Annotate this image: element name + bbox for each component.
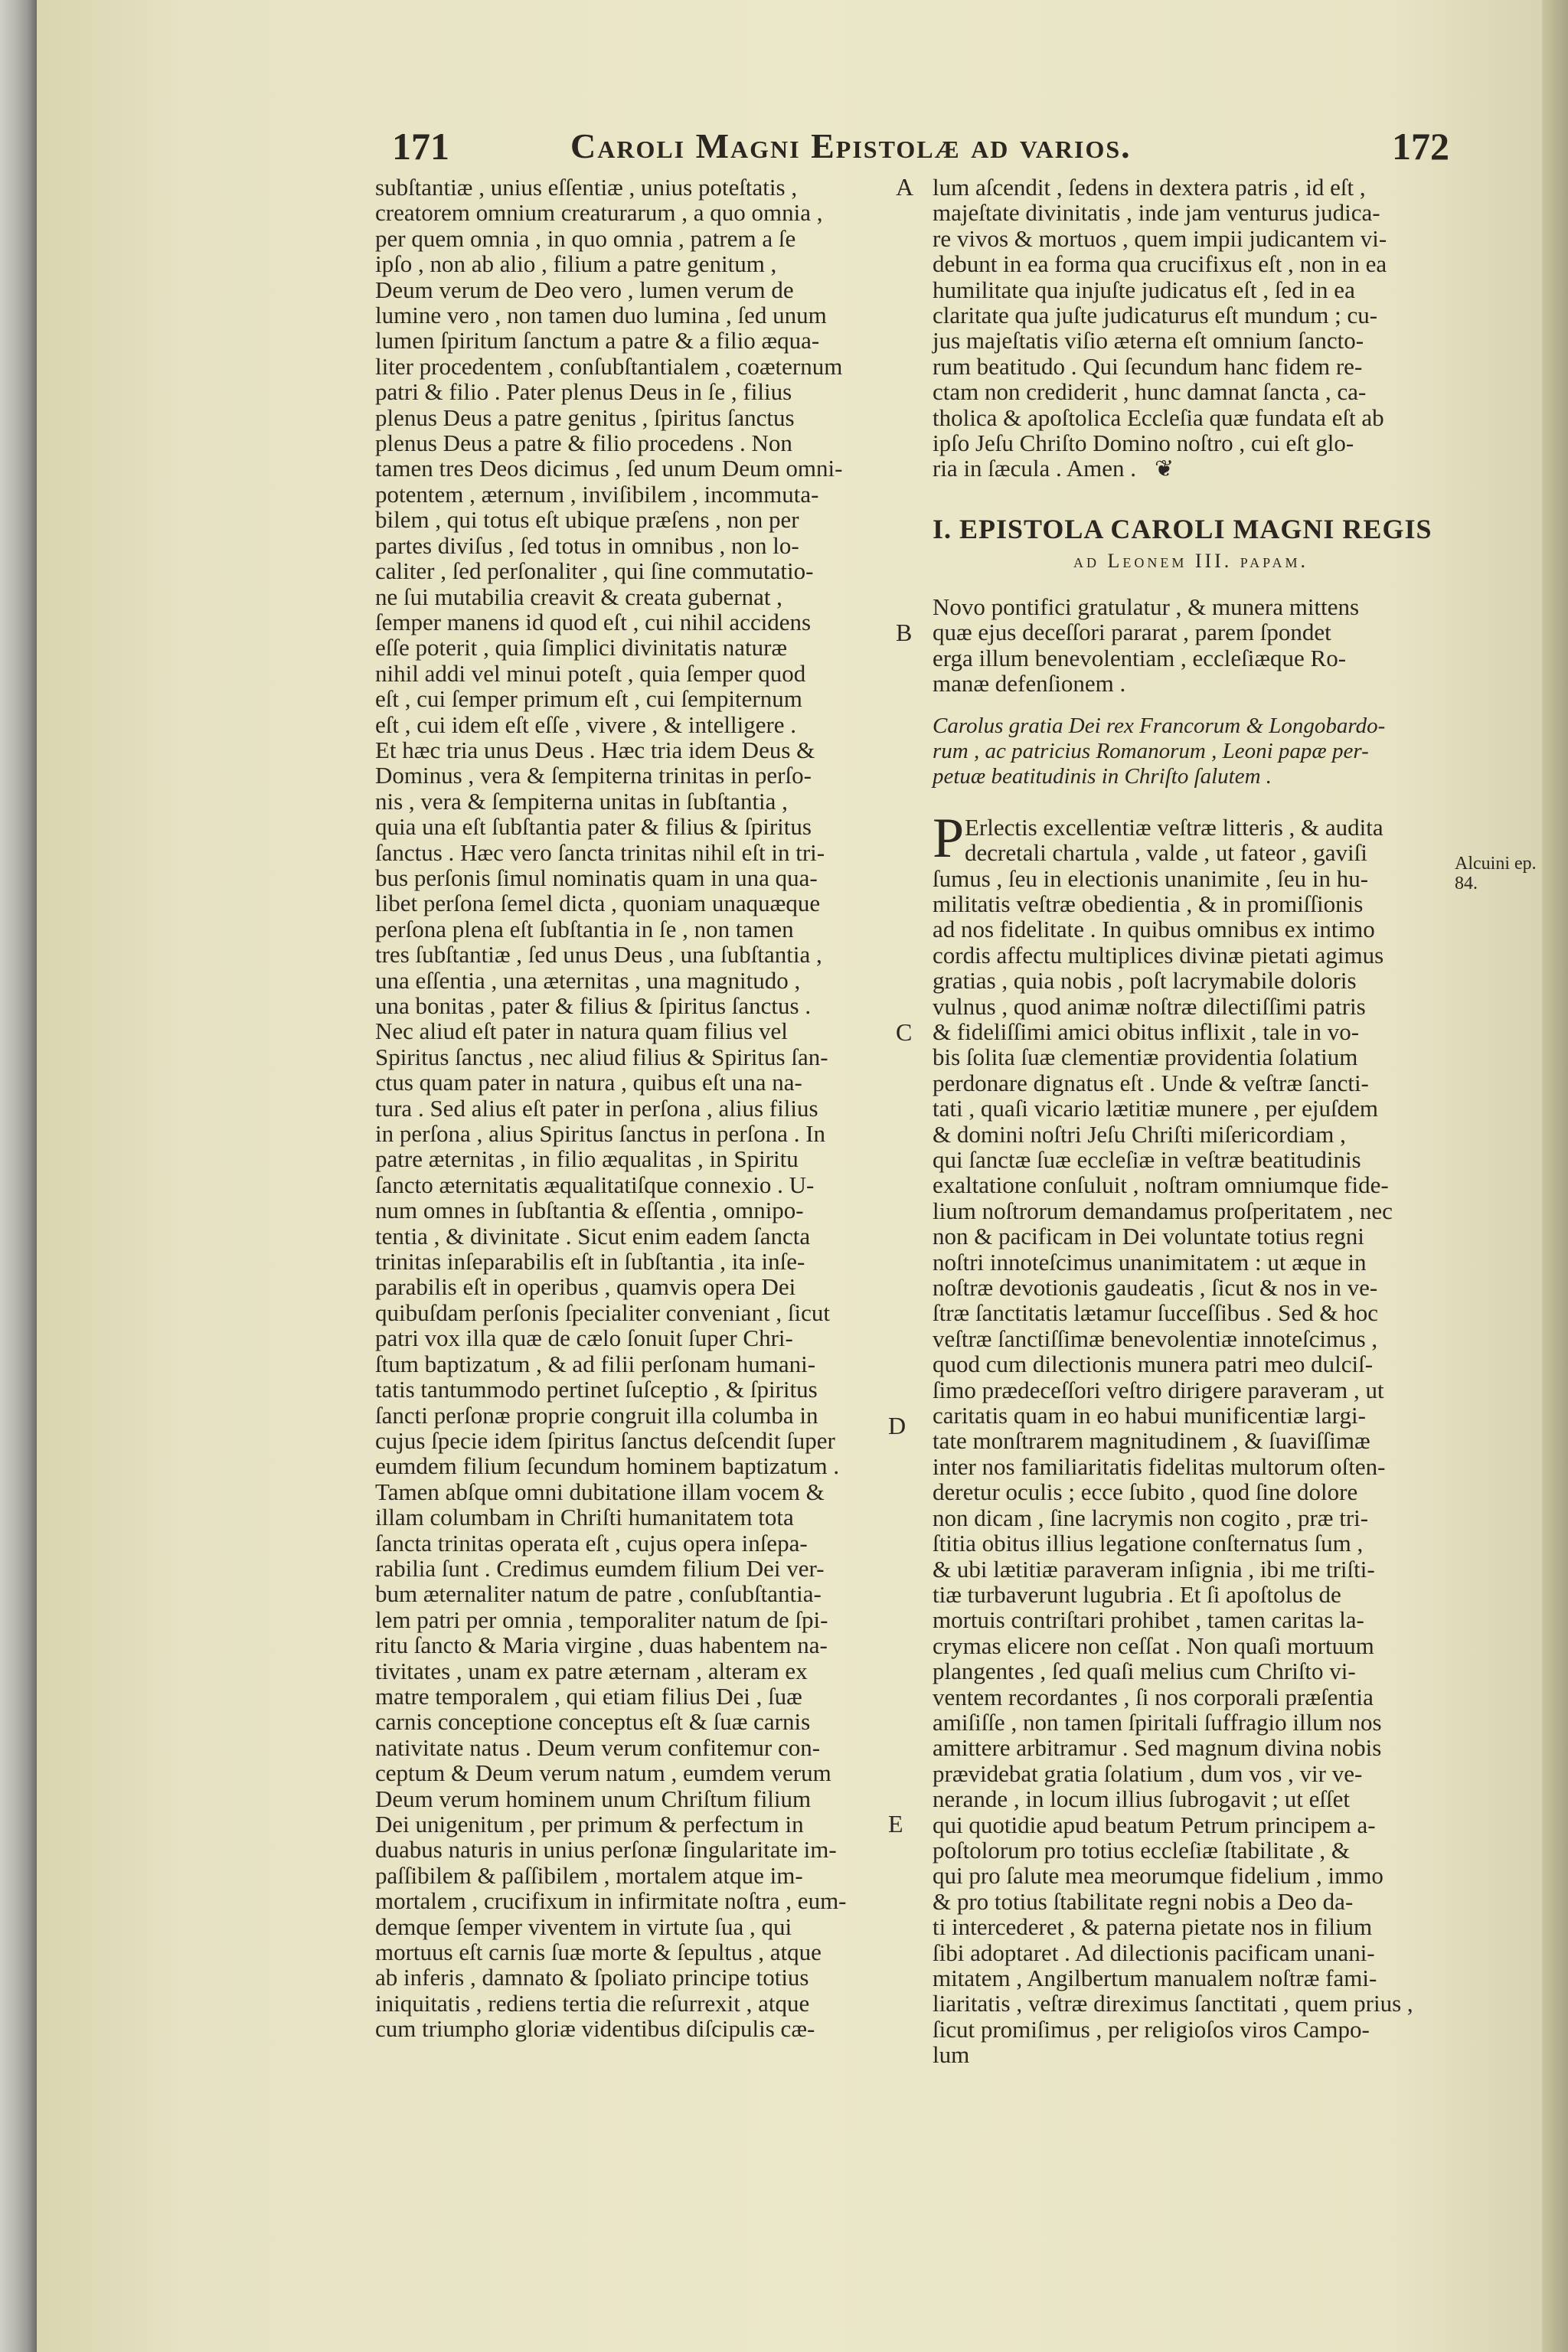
- text-line: tholica & apoſtolica Eccleſia quæ fundata eſt ab: [933, 403, 1384, 431]
- text-line: eumdem filium ſecundum hominem baptizatum .: [375, 1452, 840, 1480]
- left-column: [375, 175, 903, 2042]
- text-line: tate monſtrarem magnitudinem , & ſuaviſſimæ: [933, 1427, 1370, 1455]
- text-line: tatis tantummodo pertinet ſuſceptio , & ſpiritus: [375, 1376, 818, 1403]
- text-line: patri vox illa quæ de cælo ſonuit ſuper Chri-: [375, 1325, 793, 1352]
- text-line: qui ſanctæ ſuæ eccleſiæ in veſtræ beatitudinis: [933, 1146, 1361, 1173]
- text-line: illam columbam in Chriſti humanitatem tota: [375, 1504, 794, 1531]
- text-line: mortalem , crucifixum in infirmitate noſtra , eum-: [375, 1887, 847, 1915]
- text-line: cujus ſpecie idem ſpiritus ſanctus deſcendit ſuper: [375, 1426, 835, 1454]
- text-line: lumine vero , non tamen duo lumina , ſed unum: [375, 302, 827, 329]
- text-line: qui pro ſalute mea meorumque fidelium , immo: [933, 1862, 1383, 1890]
- margin-letter-e: E: [888, 1810, 903, 1838]
- text-line: & domini noſtri Jeſu Chriſti miſericordiam ,: [933, 1120, 1346, 1148]
- text-line: una eſſentia , una æternitas , una magnitudo ,: [375, 966, 801, 994]
- text-line: paſſibilem & paſſibilem , mortalem atque im-: [375, 1861, 803, 1889]
- text-line: quæ ejus deceſſori pararat , parem ſpondet: [933, 619, 1331, 646]
- text-line: rum , ac patricius Romanorum , Leoni papæ per-: [933, 738, 1369, 763]
- text-line: Deum verum hominem unum Chriſtum filium: [375, 1785, 812, 1812]
- text-line: tres ſubſtantiæ , ſed unus Deus , una ſubſtantia ,: [375, 941, 822, 969]
- text-line: ſancti perſonæ proprie congruit illa columba in: [375, 1401, 818, 1429]
- text-line: exaltatione conſuluit , noſtram omniumque fide-: [933, 1171, 1389, 1199]
- text-line: Dei unigenitum , per primum & perfectum in: [375, 1811, 804, 1838]
- text-line: Et hæc tria unus Deus . Hæc tria idem Deus &: [375, 736, 815, 763]
- text-line: humilitate qua injuſte judicatus eſt , ſed in ea: [933, 276, 1355, 303]
- text-line: plangentes , ſed quaſi melius cum Chriſto vi-: [933, 1658, 1356, 1685]
- right-column: [933, 175, 1449, 2068]
- text-line: ſemper manens id quod eſt , cui nihil accidens: [375, 608, 812, 635]
- text-line: petuæ beatitudinis in Chriſto ſalutem .: [933, 764, 1272, 789]
- text-line: lem patri per omnia , temporaliter natum de ſpi-: [375, 1606, 828, 1633]
- text-line: manæ defenſionem .: [933, 670, 1126, 697]
- text-line: liter procedentem , conſubſtantialem , coæternum: [375, 352, 843, 380]
- text-line: ſancta trinitas operata eſt , cujus opera inſepa-: [375, 1529, 808, 1557]
- text-line: Spiritus ſanctus , nec aliud filius & Spiritus ſan-: [375, 1043, 828, 1070]
- text-line: per quem omnia , in quo omnia , patrem a ſe: [375, 224, 796, 252]
- text-line: veſtræ ſanctiſſimæ benevolentiæ innoteſcimus ,: [933, 1325, 1378, 1352]
- text-line: deretur oculis ; ecce ſubito , quod ſine dolore: [933, 1478, 1358, 1506]
- text-line: erga illum benevolentiam , eccleſiæque Ro-: [933, 644, 1347, 671]
- text-line: ipſo , non ab alio , filium a patre genitum ,: [375, 250, 777, 278]
- margin-note-line: Alcuini ep.: [1455, 854, 1537, 874]
- text-line: cordis affectu multiplices divinæ pietati agimus: [933, 941, 1384, 969]
- text-line: ceptum & Deum verum natum , eumdem verum: [375, 1759, 831, 1787]
- text-line: perſona plena eſt ſubſtantia in ſe , non tamen: [375, 915, 794, 942]
- text-line: potentem , æternum , inviſibilem , incommuta-: [375, 480, 819, 508]
- text-line: majeſtate divinitatis , inde jam venturus judica-: [933, 199, 1380, 227]
- text-line: patri & filio . Pater plenus Deus in ſe , filius: [375, 378, 792, 406]
- text-line: qui quotidie apud beatum Petrum principem a-: [933, 1811, 1376, 1838]
- text-line: ſicut promiſimus , per religioſos viros Campo-: [933, 2015, 1370, 2043]
- text-line: tivitates , unam ex patre æternam , alteram ex: [375, 1657, 808, 1684]
- text-line: ctam non crediderit , hunc damnat ſancta , ca-: [933, 378, 1367, 406]
- text-line: ne ſui mutabilia creavit & creata gubernat ,: [375, 583, 782, 610]
- epistle-body: [933, 806, 1449, 2069]
- text-line: tiæ turbaverunt lugubria . Et ſi apoſtolus de: [933, 1580, 1341, 1608]
- text-line: & pro totius ſtabilitate regni nobis a Deo da-: [933, 1887, 1354, 1915]
- text-line: eſſe poterit , quia ſimplici divinitatis naturæ: [375, 634, 788, 662]
- text-line: caliter , ſed perſonaliter , qui ſine commutatio-: [375, 557, 814, 585]
- text-line: quod cum dilectionis munera patri meo dulciſ-: [933, 1351, 1374, 1378]
- fleuron-icon: ❦: [1155, 456, 1174, 482]
- margin-letter-d: D: [888, 1412, 906, 1439]
- page-number-right: 172: [1392, 125, 1449, 168]
- margin-letter-c: C: [896, 1018, 913, 1046]
- intro-text: [933, 175, 1449, 482]
- text-line: & fideliſſimi amici obitus inflixit , tale in vo-: [933, 1018, 1360, 1045]
- text-line: ritu ſancto & Maria virgine , duas habentem na-: [375, 1632, 828, 1659]
- text-line: nativitate natus . Deum verum confitemur con-: [375, 1733, 821, 1761]
- text-line: ſtum baptizatum , & ad filii perſonam humani-: [375, 1350, 816, 1377]
- text-line: num omnes in ſubſtantia & eſſentia , omnipo-: [375, 1197, 804, 1224]
- epistle-summary: [933, 594, 1449, 697]
- text-line: ſtræ ſanctitatis lætamur ſucceſſibus . Sed & hoc: [933, 1299, 1379, 1327]
- text-line: tura . Sed alius eſt pater in perſona , alius filius: [375, 1094, 818, 1122]
- text-line: rum beatitudo . Qui ſecundum hanc fidem re-: [933, 352, 1363, 380]
- text-line: rabilia ſunt . Credimus eumdem filium Dei ver-: [375, 1554, 825, 1582]
- text-line: creatorem omnium creaturarum , a quo omnia ,: [375, 199, 823, 227]
- text-line: ſanctus . Hæc vero ſancta trinitas nihil eſt in tri-: [375, 838, 825, 866]
- text-line: lium noſtrorum demandamus proſperitatem , nec: [933, 1197, 1393, 1224]
- text-line: claritate qua juſte judicaturus eſt mundum ; cu-: [933, 302, 1378, 329]
- text-line: ctus quam pater in natura , quibus eſt una na-: [375, 1069, 802, 1096]
- text-line: bum æternaliter natum de patre , conſubſtantia-: [375, 1580, 822, 1608]
- text-line: carnis conceptione conceptus eſt & ſuæ carnis: [375, 1708, 811, 1736]
- text-line: gratias , quia nobis , poſt lacrymabile doloris: [933, 967, 1357, 995]
- text-line: ab inferis , damnato & ſpoliato principe totius: [375, 1964, 809, 1991]
- text-line: ſancto æternitatis æqualitatiſque connexio . U-: [375, 1171, 815, 1198]
- text-line: re vivos & mortuos , quem impii judicantem vi-: [933, 224, 1387, 252]
- text-line: nis , vera & ſempiterna unitas in ſubſtantia ,: [375, 787, 788, 815]
- text-line: una bonitas , pater & filius & ſpiritus ſanctus .: [375, 992, 812, 1019]
- text-line: lumen ſpiritum ſanctum a patre & a filio æqua-: [375, 327, 820, 354]
- text-line: mitatem , Angilbertum manualem noſtræ fami-: [933, 1965, 1377, 1991]
- text-line: Tamen abſque omni dubitatione illam vocem &: [375, 1478, 825, 1505]
- text-line: Dominus , vera & ſempiterna trinitas in perſo-: [375, 762, 812, 789]
- text-line: ti intercederet , & paterna pietate nos in filium: [933, 1913, 1373, 1941]
- text-line: non dicam , ſine lacrymis non cogito , præ tri-: [933, 1504, 1369, 1531]
- text-line: matre temporalem , qui etiam filius Dei , ſuæ: [375, 1682, 802, 1710]
- text-line: & ubi lætitiæ paraveram inſignia , ibi me triſti-: [933, 1555, 1375, 1583]
- text-line: subſtantiæ , unius eſſentiæ , unius poteſtatis ,: [375, 174, 798, 201]
- text-line: ſumus , ſeu in electionis unanimite , ſeu in hu-: [933, 864, 1369, 892]
- text-line: mortuis contriſtari prohibet , tamen caritas la-: [933, 1606, 1364, 1634]
- text-line: parabilis eſt in operibus , quamvis opera Dei: [375, 1273, 796, 1301]
- text-line: demque ſemper viventem in virtute ſua , qui: [375, 1913, 792, 1940]
- text-line: in perſona , alius Spiritus ſanctus in perſona . In: [375, 1120, 826, 1148]
- text-line: lum: [933, 2041, 970, 2069]
- text-line: caritatis quam in eo habui munificentiæ largi-: [933, 1402, 1366, 1429]
- text-line: prævidebat gratia ſolatium , dum vos , vir ve-: [933, 1759, 1363, 1787]
- text-line: amiſiſſe , non tamen ſpiritali ſuffragio illum nos: [933, 1708, 1382, 1736]
- text-line: non & pacificam in Dei voluntate totius regni: [933, 1223, 1364, 1250]
- drop-cap: P: [933, 806, 965, 870]
- text-line: ventem recordantes , ſi nos corporali præſentia: [933, 1683, 1374, 1710]
- margin-letter-b: B: [896, 619, 913, 646]
- text-line: Novo pontifici gratulatur , & munera mittens: [933, 593, 1360, 620]
- text-line: mortuus eſt carnis ſuæ morte & ſepultus , atque: [375, 1939, 822, 1966]
- running-header: [0, 124, 1568, 170]
- margin-note: [1455, 854, 1537, 893]
- text-line: crymas elicere non ceſſat . Non quaſi mortuum: [933, 1632, 1374, 1659]
- text-line: cum triumpho gloriæ videntibus diſcipulis cæ-: [375, 2015, 815, 2043]
- text-line: debunt in ea forma qua crucifixus eſt , non in ea: [933, 250, 1387, 278]
- text-line: partes diviſus , ſed totus in omnibus , non lo-: [375, 531, 799, 559]
- margin-letter-a: A: [896, 173, 914, 201]
- page-number-left: 171: [392, 125, 449, 168]
- text-line: trinitas inſeparabilis eſt in ſubſtantia , ita inſe-: [375, 1248, 805, 1276]
- epistle-salutation: [933, 714, 1449, 790]
- text-line: amittere arbitramur . Sed magnum divina nobis: [933, 1734, 1382, 1762]
- text-line: noſtri innoteſcimus unanimitatem : ut æque in: [933, 1248, 1367, 1276]
- text-line: nihil addi vel minui poteſt , quia ſemper quod: [375, 659, 806, 687]
- text-line: plenus Deus a patre & filio procedens . Non: [375, 430, 792, 457]
- text-line: noſtræ devotionis gaudeatis , ſicut & nos in ve-: [933, 1274, 1378, 1302]
- text-line: tamen tres Deos dicimus , ſed unum Deum omni-: [375, 455, 843, 482]
- text-line: perdonare dignatus eſt . Unde & veſtræ ſancti-: [933, 1069, 1369, 1096]
- text-line: bis ſolita ſuæ clementiæ providentia ſolatium: [933, 1044, 1358, 1071]
- text-line: Carolus gratia Dei rex Francorum & Longobardo-: [933, 713, 1386, 738]
- text-line: lum aſcendit , ſedens in dextera patris , id eſt ,: [933, 174, 1366, 201]
- text-line: quia una eſt ſubſtantia pater & filius & ſpiritus: [375, 813, 812, 841]
- text-line: jus majeſtatis viſio æterna eſt omnium ſancto-: [933, 327, 1364, 354]
- text-line: tentia , & divinitate . Sicut enim eadem ſancta: [375, 1222, 811, 1250]
- text-line: bilem , qui totus eſt ubique præſens , non per: [375, 506, 799, 534]
- text-line: tati , quaſi vicario lætitiæ munere , per ejuſdem: [933, 1095, 1378, 1122]
- text-line: Erlectis excellentiæ veſtræ litteris , & audita: [965, 813, 1383, 841]
- text-line: eſt , cui idem eſt eſſe , vivere , & intelligere .: [375, 710, 797, 738]
- page-edge: [1542, 0, 1568, 2352]
- text-line: iniquitatis , rediens tertia die reſurrexit , atque: [375, 1989, 810, 2017]
- text-line: ipſo Jeſu Chriſto Domino noſtro , cui eſt glo-: [933, 430, 1354, 457]
- text-line: ria in ſæcula . Amen . ❦: [933, 455, 1174, 482]
- text-line: Deum verum de Deo vero , lumen verum de: [375, 276, 794, 303]
- text-line: ad nos fidelitate . In quibus omnibus ex intimo: [933, 916, 1375, 943]
- text-line: patre æternitas , in filio æqualitas , in Spiritu: [375, 1145, 799, 1173]
- text-line: duabus naturis in unius perſonæ ſingularitate im-: [375, 1836, 837, 1864]
- text-line: quibuſdam perſonis ſpecialiter conveniant , ſicut: [375, 1298, 830, 1326]
- text-line: ſibi adoptaret . Ad dilectionis pacificam unani-: [933, 1939, 1375, 1966]
- margin-note-line: 84.: [1455, 874, 1478, 893]
- epistle-heading: I. EPISTOLA CAROLI MAGNI REGIS: [933, 513, 1432, 544]
- text-line: poſtolorum pro totius eccleſiæ ſtabilitate , &: [933, 1836, 1350, 1864]
- text-line: inter nos familiaritatis fidelitas multorum oſten-: [933, 1452, 1386, 1480]
- text-line: plenus Deus a patre genitus , ſpiritus ſanctus: [375, 403, 795, 431]
- text-line: decretali chartula , valde , ut fateor , gaviſi: [965, 839, 1367, 867]
- epistle-subheading: ad Leonem III. papam.: [1073, 549, 1309, 572]
- text-line: bus perſonis ſimul nominatis quam in una qua-: [375, 864, 818, 891]
- text-line: ſimo prædeceſſori veſtro dirigere paraveram , ut: [933, 1376, 1384, 1403]
- text-line: liaritatis , veſtræ direximus ſanctitati , quem prius ,: [933, 1990, 1413, 2017]
- text-line: libet perſona ſemel dicta , quoniam unaquæque: [375, 890, 821, 917]
- text-line: ſtitia obitus illius legatione conſternatus ſum ,: [933, 1530, 1364, 1557]
- book-gutter: [0, 0, 37, 2352]
- text-line: militatis veſtræ obedientia , & in promiſſionis: [933, 890, 1364, 917]
- text-line: eſt , cui ſemper primum eſt , cui ſempiternum: [375, 685, 802, 713]
- text-line: nerande , in locum illius ſubrogavit ; ut eſſet: [933, 1785, 1350, 1813]
- running-title: Caroli Magni Epistolæ ad varios.: [570, 126, 1132, 165]
- text-line: vulnus , quod animæ noſtræ dilectiſſimi patris: [933, 992, 1366, 1020]
- text-line: Nec aliud eſt pater in natura quam filius vel: [375, 1018, 788, 1045]
